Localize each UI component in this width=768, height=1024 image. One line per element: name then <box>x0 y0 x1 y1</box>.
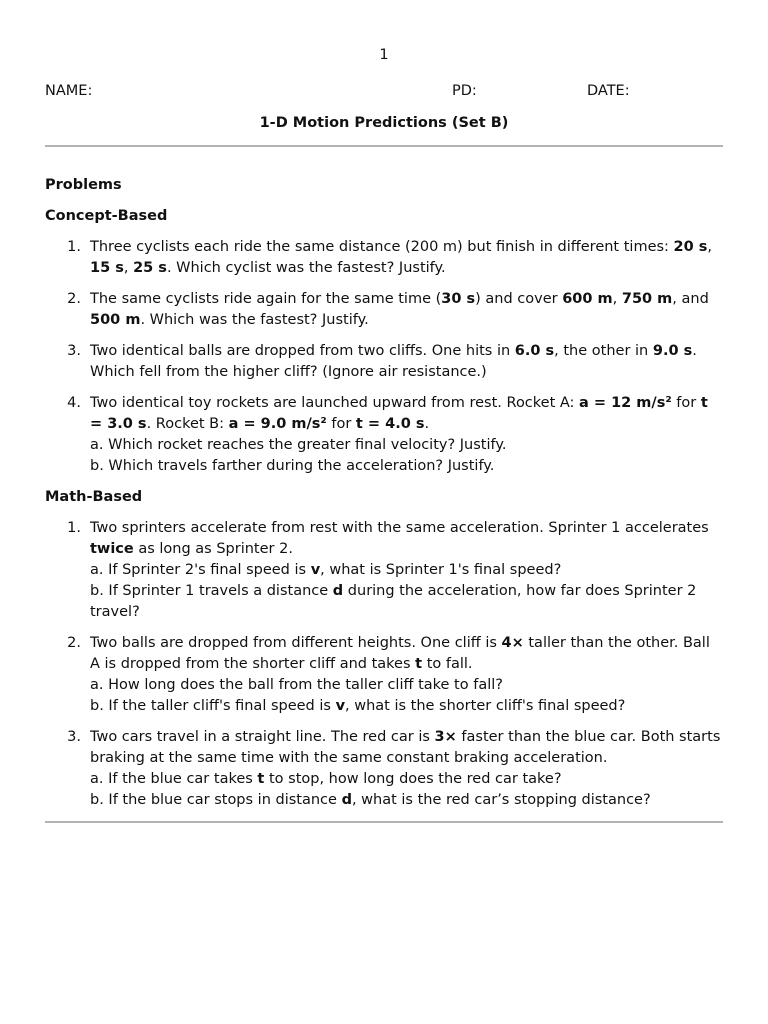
sub-question-a: a. Which rocket reaches the greater final velocity? Justify. <box>90 437 507 453</box>
math-problem-list <box>45 518 723 811</box>
problem-number: 1. <box>67 520 81 536</box>
sub-question-a: a. If the blue car takes t to stop, how long does the red car take? <box>90 771 562 787</box>
problem-number: 4. <box>67 395 81 411</box>
concept-based-heading: Concept-Based <box>45 208 168 224</box>
problem-number: 3. <box>67 343 81 359</box>
sub-question-a: a. How long does the ball from the taller cliff take to fall? <box>90 677 503 693</box>
concept-problem-3: 3. Two identical balls are dropped from two cliffs. One hits in 6.0 s, the other in 9.0 s. Which fell from the higher cliff? (Ignore air resistance.) <box>45 341 723 383</box>
sub-question-b: b. If the blue car stops in distance d, what is the red car’s stopping distance? <box>90 792 651 808</box>
document-title: 1-D Motion Predictions (Set B) <box>259 115 509 131</box>
date-label: DATE: <box>587 83 630 99</box>
sub-question-b: b. If Sprinter 1 travels a distance d during the acceleration, how far does Sprinter 2 travel? <box>90 583 697 620</box>
sub-question-a: a. If Sprinter 2's final speed is v, what is Sprinter 1's final speed? <box>90 562 562 578</box>
math-based-heading: Math-Based <box>45 489 143 505</box>
math-problem-3: 3. Two cars travel in a straight line. The red car is 3× faster than the blue car. Both starts braking at the same time with the same constant braking acceleration. a. If the blue car takes t to stop, how long does the red car take? b. If the blue car stops in distance d, what is the red car’s stopping distance? <box>45 727 723 811</box>
sub-question-b: b. Which travels farther during the acceleration? Justify. <box>90 458 495 474</box>
name-label: NAME: <box>45 83 93 99</box>
sub-question-b: b. If the taller cliff's final speed is v, what is the shorter cliff's final speed? <box>90 698 626 714</box>
problem-number: 2. <box>67 635 81 651</box>
problem-number: 3. <box>67 729 81 745</box>
math-problem-2: 2. Two balls are dropped from different heights. One cliff is 4× taller than the other. Ball A is dropped from the shorter cliff and takes t to fall. a. How long does the ball from the taller cliff take to fall? b. If the taller cliff's final speed is v, what is the shorter cliff's final speed? <box>45 633 723 717</box>
math-problem-1: 1. Two sprinters accelerate from rest with the same acceleration. Sprinter 1 accelerates twice as long as Sprinter 2. a. If Sprinter 2's final speed is v, what is Sprinter 1's final speed? b. If Sprinter 1 travels a distance d during the acceleration, how far does Sprinter 2 travel? <box>45 518 723 623</box>
student-header <box>45 82 723 100</box>
concept-problem-4: 4. Two identical toy rockets are launched upward from rest. Rocket A: a = 12 m/s² for t = 3.0 s. Rocket B: a = 9.0 m/s² for t = 4.0 s. a. Which rocket reaches the greater final velocity? Justify. b. Which travels farther during the acceleration? Justify. <box>45 393 723 477</box>
page-number: 1 <box>379 47 389 63</box>
top-divider <box>45 145 723 147</box>
problems-heading: Problems <box>45 177 122 193</box>
concept-problem-list <box>45 237 723 477</box>
problem-number: 2. <box>67 291 81 307</box>
concept-problem-2: 2. The same cyclists ride again for the same time (30 s) and cover 600 m, 750 m, and 500 m. Which was the fastest? Justify. <box>45 289 723 331</box>
period-label: PD: <box>452 83 477 99</box>
problems-section <box>45 175 723 821</box>
bottom-divider <box>45 821 723 823</box>
problem-number: 1. <box>67 239 81 255</box>
concept-problem-1: 1. Three cyclists each ride the same distance (200 m) but finish in different times: 20 s, 15 s, 25 s. Which cyclist was the fastest? Justify. <box>45 237 723 279</box>
